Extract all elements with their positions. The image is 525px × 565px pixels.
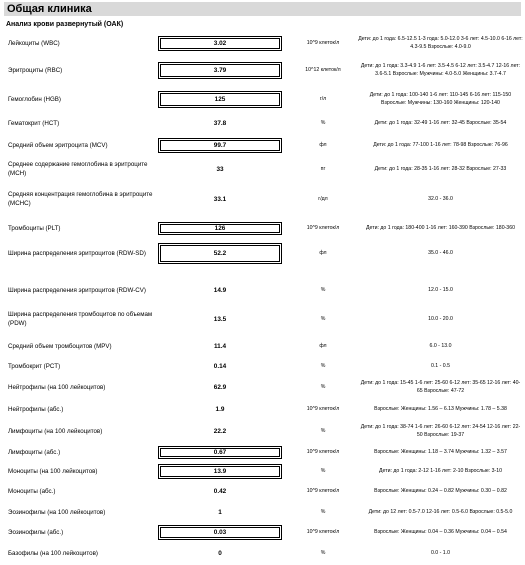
test-name: Нейтрофилы (на 100 лейкоцитов) (8, 383, 106, 391)
test-value: 33.1 (213, 195, 227, 203)
test-name: Ширина распределения тромбоцитов по объемам (PDW) (8, 311, 153, 327)
table-row (0, 114, 525, 132)
table-row (0, 376, 525, 398)
table-row (0, 88, 525, 110)
test-name: Лимфоциты (на 100 лейкоцитов) (8, 427, 103, 435)
test-value: 126 (158, 222, 282, 235)
reference-range: 6.0 - 13.0 (429, 343, 452, 349)
test-name: Средний объем тромбоцитов (MPV) (8, 342, 112, 350)
test-name: Эозинофилы (на 100 лейкоцитов) (8, 508, 106, 516)
reference-range: Дети: до 1 года: 28-35 1-16 лет: 28-32 Взрослые: 27-33 (374, 166, 507, 172)
table-row (0, 277, 525, 303)
test-value: 13.9 (158, 464, 282, 479)
test-unit: % (320, 550, 326, 556)
test-name: Гематокрит (HCT) (8, 119, 60, 127)
table-row (0, 358, 525, 374)
table-row (0, 421, 525, 441)
reference-range: Дети: до 1 года: 32-49 1-16 лет: 32-45 Взрослые: 35-54 (374, 120, 507, 126)
reference-range: Взрослые: Женщины: 0.04 – 0.36 Мужчины: 0.04 – 0.54 (374, 529, 507, 535)
test-value: 0.14 (213, 362, 227, 370)
page-title: Общая клиника (4, 2, 521, 16)
table-row (0, 337, 525, 355)
test-unit: фл (319, 250, 327, 256)
test-name: Ширина распределения эритроцитов (RDW-SD) (8, 249, 146, 257)
test-name: Нейтрофилы (абс.) (8, 405, 64, 413)
reference-range: Взрослые: Женщины: 1.56 – 6.13 Мужчины: 1.78 – 5.38 (374, 406, 507, 412)
test-unit: пг (320, 166, 326, 172)
test-value: 14.9 (213, 286, 227, 294)
test-unit: % (320, 287, 326, 293)
table-row (0, 443, 525, 461)
test-unit: 10^9 клеток/л (306, 406, 340, 412)
test-unit: % (320, 468, 326, 474)
reference-range: Дети: до 1 года: 77-100 1-16 лет: 78-98 Взрослые: 76-96 (373, 142, 508, 148)
table-row (0, 482, 525, 500)
test-unit: 10^9 клеток/л (306, 488, 340, 494)
table-row (0, 546, 525, 560)
reference-range: 10.0 - 20.0 (428, 316, 453, 322)
table-row (0, 240, 525, 266)
test-name: Лейкоциты (WBC) (8, 39, 60, 47)
test-name: Моноциты (абс.) (8, 487, 56, 495)
test-name: Ширина распределения эритроцитов (RDW-CV) (8, 286, 146, 294)
table-row (0, 156, 525, 182)
reference-range: Дети: до 1 года: 2-12 1-16 лет: 2-10 Взрослые: 3-10 (379, 468, 502, 474)
test-name: Эозинофилы (абс.) (8, 528, 64, 536)
test-unit: 10^12 клеток/л (305, 67, 341, 73)
test-value: 37.8 (213, 119, 227, 127)
test-value: 3.79 (158, 62, 282, 79)
table-row (0, 33, 525, 53)
test-name: Среднее содержание гемоглобина в эритроците (MCH) (8, 161, 148, 177)
test-name: Лимфоциты (абс.) (8, 448, 61, 456)
test-name: Средний объем эритроцита (MCV) (8, 141, 108, 149)
test-unit: % (320, 384, 326, 390)
test-unit: 10^9 клеток/л (306, 529, 340, 535)
test-value: 99.7 (158, 138, 282, 153)
test-unit: % (320, 428, 326, 434)
table-row (0, 219, 525, 237)
test-unit: % (320, 316, 326, 322)
test-name: Средняя концентрация гемоглобина в эритроците (MCHC) (8, 191, 153, 207)
test-unit: фл (319, 343, 327, 349)
reference-range: Дети: до 1 года: 6.5-12.5 1-3 года: 5.0-12.0 3-6 лет: 4.5-10.0 6-16 лет: 4.3-9.5 Взрослые: 4.0-9.0 (358, 36, 523, 50)
test-name: Тромбокрит (PCT) (8, 362, 61, 370)
table-row (0, 522, 525, 542)
reference-range: 0.0 - 1.0 (430, 550, 451, 556)
test-value: 3.02 (158, 36, 282, 51)
reference-range: Дети: до 1 года: 180-400 1-16 лет: 160-390 Взрослые: 180-360 (366, 225, 515, 231)
table-row (0, 135, 525, 155)
reference-range: Дети: до 12 лет: 0.5-7.0 12-16 лет: 0.5-6.0 Взрослые: 0.5-5.0 (368, 509, 513, 515)
table-row (0, 399, 525, 419)
test-unit: 10^9 клеток/л (306, 40, 340, 46)
test-value: 125 (158, 91, 282, 108)
table-row (0, 461, 525, 481)
test-value: 0.42 (213, 487, 227, 495)
test-value: 1.9 (215, 405, 225, 413)
reference-range: Взрослые: Женщины: 1.18 – 3.74 Мужчины: 1.32 – 3.57 (374, 449, 507, 455)
test-value: 62.9 (213, 383, 227, 391)
test-name: Базофилы (на 100 лейкоцитов) (8, 549, 98, 557)
reference-range: 12.0 - 15.0 (428, 287, 453, 293)
section-title: Анализ крови развернутый (ОАК) (6, 21, 124, 28)
test-value: 0 (218, 549, 222, 557)
table-row (0, 306, 525, 332)
table-row (0, 186, 525, 212)
test-value: 1 (218, 508, 222, 516)
reference-range: 32.0 - 36.0 (428, 196, 453, 202)
reference-range: Дети: до 1 года: 15-45 1-6 лет: 25-60 6-12 лет: 35-65 12-16 лет: 40-65 Взрослые: 47-72 (360, 380, 521, 394)
reference-range: Дети: до 1 года: 100-140 1-6 лет: 110-145 6-16 лет: 115-150 Взрослые: Мужчины: 130-160 Женщины: 120-140 (369, 92, 512, 106)
reference-range: 35.0 - 46.0 (428, 250, 453, 256)
table-row (0, 59, 525, 81)
table-row (0, 502, 525, 522)
test-value: 11.4 (213, 342, 227, 350)
reference-range: Взрослые: Женщины: 0.24 – 0.82 Мужчины: 0.30 – 0.82 (374, 488, 507, 494)
reference-range: 0.1 - 0.5 (430, 363, 451, 369)
reference-range: Дети: до 1 года: 3.3-4.9 1-6 лет: 3.5-4.5 6-12 лет: 3.5-4.7 12-16 лет: 3.6-5.1 Взрослые: Мужчины: 4.0-5.0 Женщины: 3.7-4.7 (360, 63, 521, 77)
test-unit: г/л (319, 96, 327, 102)
test-unit: % (320, 509, 326, 515)
test-value: 33 (216, 165, 224, 173)
test-name: Тромбоциты (PLT) (8, 224, 61, 232)
test-value: 22.2 (213, 427, 227, 435)
test-value: 13.5 (213, 315, 227, 323)
test-unit: % (320, 120, 326, 126)
test-unit: 10^9 клеток/л (306, 449, 340, 455)
test-unit: 10^9 клеток/л (306, 225, 340, 231)
test-unit: г/дл (318, 196, 328, 202)
test-unit: фл (319, 142, 327, 148)
test-value: 0.67 (158, 446, 282, 459)
test-value: 0.03 (158, 525, 282, 540)
test-name: Моноциты (на 100 лейкоцитов) (8, 467, 98, 475)
test-value: 52.2 (158, 243, 282, 264)
test-unit: % (320, 363, 326, 369)
test-name: Эритроциты (RBC) (8, 66, 63, 74)
test-name: Гемоглобин (HGB) (8, 95, 61, 103)
reference-range: Дети: до 1 года: 38-74 1-6 лет: 26-60 6-12 лет: 24-54 12-16 лет: 22-50 Взрослые: 19-37 (360, 424, 521, 438)
